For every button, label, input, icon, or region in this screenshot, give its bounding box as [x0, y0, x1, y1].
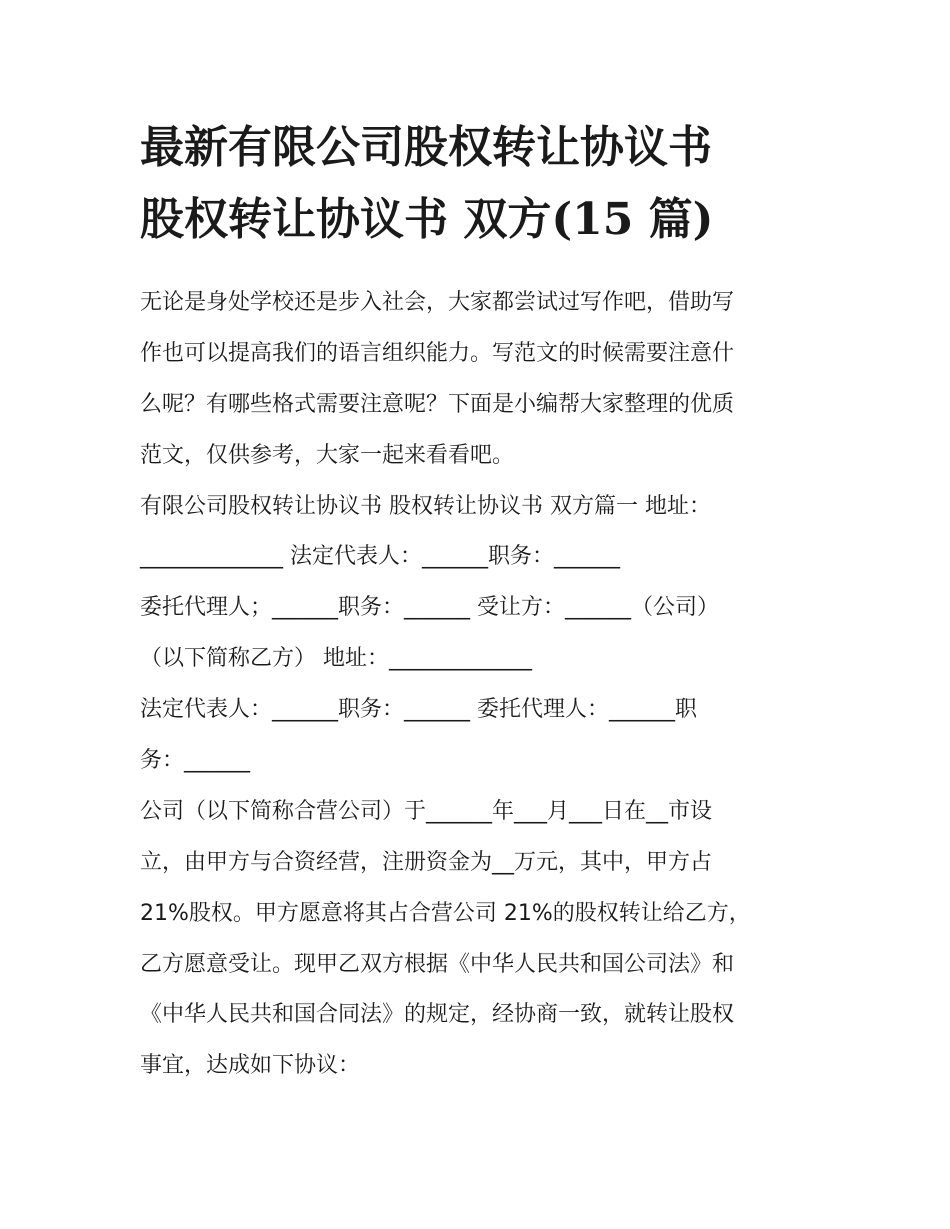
- body-line: 立，由甲方与合资经营，注册资金为__万元，其中，甲方占: [140, 849, 713, 875]
- body-line: 21%股权。甲方愿意将其占合营公司 21%的股权转让给乙方，: [140, 900, 751, 926]
- body-line: 乙方愿意受让。现甲乙双方根据《中华人民共和国公司法》和: [140, 951, 735, 977]
- title-line-1: 最新有限公司股权转让协议书: [140, 122, 712, 173]
- body-line: （以下简称乙方） 地址：_____________: [140, 646, 532, 672]
- body-line: 公司（以下简称合营公司）于______年___月___日在__市设: [140, 798, 713, 824]
- body-line: _____________ 法定代表人：______职务：______: [140, 544, 620, 570]
- body-line: 作也可以提高我们的语言组织能力。写范文的时候需要注意什: [140, 340, 735, 366]
- body-line: 范文，仅供参考，大家一起来看看吧。: [140, 442, 515, 468]
- body-line: 《中华人民共和国合同法》的规定，经协商一致，就转让股权: [140, 1002, 735, 1028]
- title-line-2: 股权转让协议书 双方(15 篇): [140, 194, 714, 245]
- body-line: 事宜，达成如下协议：: [140, 1053, 361, 1079]
- body-line: 务：______: [140, 748, 251, 774]
- body-line: 委托代理人；______职务：______ 受让方：______（公司）: [140, 595, 719, 621]
- body-line: 法定代表人：______职务：______ 委托代理人：______职: [140, 697, 697, 723]
- body-line: 有限公司股权转让协议书 股权转让协议书 双方篇一 地址：: [140, 493, 711, 519]
- body-line: 无论是身处学校还是步入社会，大家都尝试过写作吧，借助写: [140, 290, 735, 315]
- body-line: 么呢？有哪些格式需要注意呢？下面是小编帮大家整理的优质: [140, 391, 735, 417]
- document-title: [140, 112, 820, 256]
- document-body: [140, 278, 820, 1092]
